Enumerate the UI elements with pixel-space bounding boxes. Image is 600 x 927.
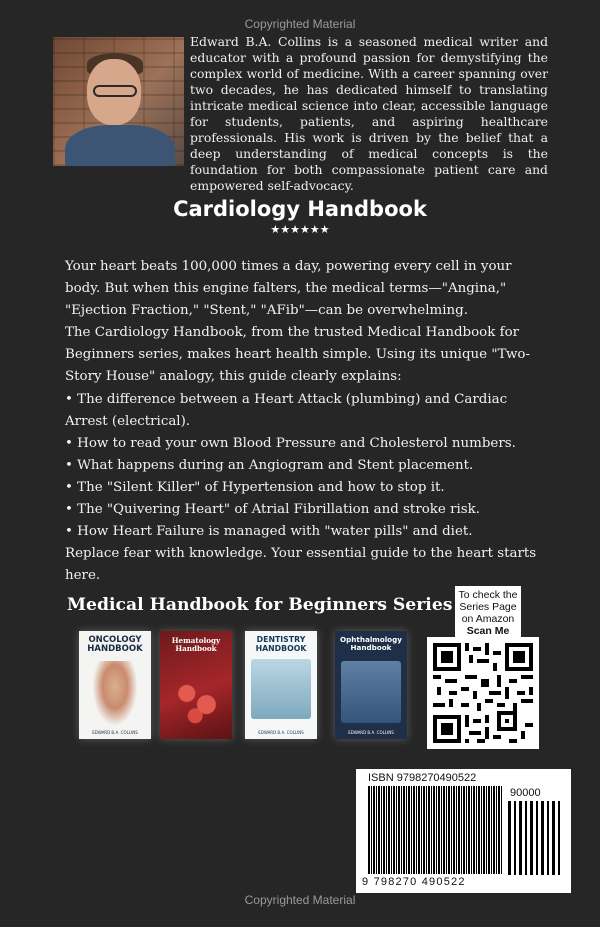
barcode-bar	[461, 786, 462, 874]
barcode-bar	[463, 786, 465, 874]
barcode-bar	[386, 786, 387, 874]
barcode-bar	[438, 786, 440, 874]
barcode-bar	[373, 786, 375, 874]
barcode-bar	[441, 786, 442, 874]
barcode-bar	[433, 786, 435, 874]
book-cover-title: Hematology Handbook	[171, 636, 221, 653]
barcode-bar	[466, 786, 467, 874]
barcode-bar	[478, 786, 480, 874]
barcode-bar	[552, 801, 555, 875]
barcode-bar	[443, 786, 445, 874]
description-paragraph: Replace fear with knowledge. Your essential guide to the heart starts here.	[65, 546, 537, 584]
barcode-digits: 9 798270 490522	[362, 876, 466, 888]
barcode-bar	[476, 786, 477, 874]
barcode-bar	[458, 786, 460, 874]
barcode-bar	[376, 786, 377, 874]
series-book-dentistry[interactable]	[245, 631, 317, 739]
copyright-watermark-bottom: Copyrighted Material	[244, 893, 356, 907]
barcode-bar	[406, 786, 407, 874]
barcode-bar	[547, 801, 549, 875]
description-bullet: • How to read your own Blood Pressure and Cholesterol numbers.	[65, 435, 516, 451]
eye-exam-illustration	[341, 661, 401, 723]
barcode-bar	[383, 786, 385, 874]
book-title: Cardiology Handbook	[173, 197, 427, 221]
barcode-bar	[496, 786, 497, 874]
author-bio: Edward B.A. Collins is a seasoned medical writer and educator with a profound passion for demystifying the complex world of medicine. With a career spanning over two decades, he has dedicated himself to translating intricate medical science into clear, accessible language for students, patients, and aspiring healthcare professionals. His work is driven by the belief that a deep understanding of medical concepts is the foundation for both compassionate patient care and empowered self-advocacy.	[190, 34, 548, 193]
barcode-bar	[388, 786, 390, 874]
price-code: 90000	[510, 787, 541, 799]
barcode-bar	[448, 786, 450, 874]
barcode-bar	[486, 786, 487, 874]
barcode-bar	[558, 801, 560, 875]
barcode-bar	[396, 786, 397, 874]
barcode-bar	[391, 786, 392, 874]
series-book-oncology[interactable]	[79, 631, 151, 739]
barcode-bar	[413, 786, 415, 874]
barcode-bar	[451, 786, 452, 874]
series-book-hematology[interactable]	[160, 631, 232, 739]
description-bullet: • The "Quivering Heart" of Atrial Fibrillation and stroke risk.	[65, 502, 480, 518]
description-paragraph: Your heart beats 100,000 times a day, powering every cell in your body. But when this engine falters, the medical terms—"Angina," "Ejection Fraction," "Stent," "AFib"—can be overwhelming.	[65, 259, 512, 319]
barcode-bar	[401, 786, 402, 874]
isbn-barcode	[356, 769, 571, 893]
barcode-bar	[491, 786, 492, 874]
description-paragraph: The Cardiology Handbook, from the trusted Medical Handbook for Beginners series, makes heart health simple. Using its unique "Two-Story House" analogy, this guide clearly explains:	[65, 325, 531, 385]
barcode-bar	[536, 801, 538, 875]
copyright-watermark-top: Copyrighted Material	[244, 17, 356, 31]
barcode-bar	[519, 801, 522, 875]
barcode-bar	[525, 801, 527, 875]
barcode-bar	[508, 801, 511, 875]
barcode-bar	[501, 786, 502, 874]
barcode-bar	[403, 786, 405, 874]
book-cover-author: EDWARD B.A. COLLINS	[92, 730, 138, 735]
barcode-bar	[456, 786, 457, 874]
book-cover-title: DENTISTRY HANDBOOK	[255, 635, 307, 653]
qr-code-icon	[433, 643, 533, 743]
rating-stars: ★★★★★★	[270, 223, 330, 236]
barcode-bar	[493, 786, 495, 874]
book-cover-author: EDWARD B.A. COLLINS	[348, 730, 394, 735]
barcode-bar	[423, 786, 425, 874]
barcode-bar	[371, 786, 372, 874]
blood-cells-illustration	[170, 671, 226, 727]
book-cover-title: Ophthalmology Handbook	[340, 635, 402, 652]
book-cover-author: EDWARD B.A. COLLINS	[258, 730, 304, 735]
qr-code[interactable]	[427, 637, 539, 749]
barcode-bar	[453, 786, 455, 874]
barcode-bar	[381, 786, 382, 874]
barcode-bar	[481, 786, 482, 874]
dental-clinic-illustration	[251, 659, 311, 719]
series-title: Medical Handbook for Beginners Series	[67, 595, 453, 615]
qr-note	[455, 586, 521, 640]
description-bullet: • The "Silent Killer" of Hypertension and how to stop it.	[65, 479, 445, 495]
barcode-bar	[431, 786, 432, 874]
barcode-bar	[514, 801, 516, 875]
qr-note-text: To check the Series Page on Amazon	[458, 589, 518, 625]
barcode-bar	[468, 786, 470, 874]
book-cover-title: ONCOLOGY HANDBOOK	[87, 635, 143, 654]
barcode-bar	[428, 786, 430, 874]
barcode-bar	[408, 786, 410, 874]
author-photo	[53, 37, 184, 166]
barcode-bar	[530, 801, 533, 875]
barcode-bar	[393, 786, 395, 874]
barcode-bar	[541, 801, 544, 875]
anatomy-illustration	[93, 661, 137, 725]
book-description	[65, 256, 545, 587]
barcode-bar	[436, 786, 437, 874]
barcode-bar	[488, 786, 490, 874]
barcode-bar	[498, 786, 500, 874]
description-bullet: • What happens during an Angiogram and Stent placement.	[65, 457, 474, 473]
barcode-bar	[421, 786, 422, 874]
barcode-bar	[411, 786, 412, 874]
barcode-bar	[398, 786, 400, 874]
barcode-bar	[471, 786, 472, 874]
isbn-label: ISBN 9798270490522	[368, 772, 477, 784]
barcode-bar	[446, 786, 447, 874]
barcode-bar	[473, 786, 475, 874]
series-book-ophthalmology[interactable]	[335, 631, 407, 739]
barcode-addon-bars	[508, 801, 560, 875]
barcode-bar	[426, 786, 427, 874]
barcode-bar	[483, 786, 485, 874]
barcode-bar	[418, 786, 420, 874]
scan-me-label: Scan Me	[466, 625, 510, 637]
barcode-bar	[368, 786, 370, 874]
barcode-bars	[368, 786, 502, 874]
description-bullet: • How Heart Failure is managed with "water pills" and diet.	[65, 524, 473, 540]
barcode-bar	[378, 786, 380, 874]
barcode-bar	[416, 786, 417, 874]
description-bullet: • The difference between a Heart Attack (plumbing) and Cardiac Arrest (electrical).	[65, 391, 508, 429]
